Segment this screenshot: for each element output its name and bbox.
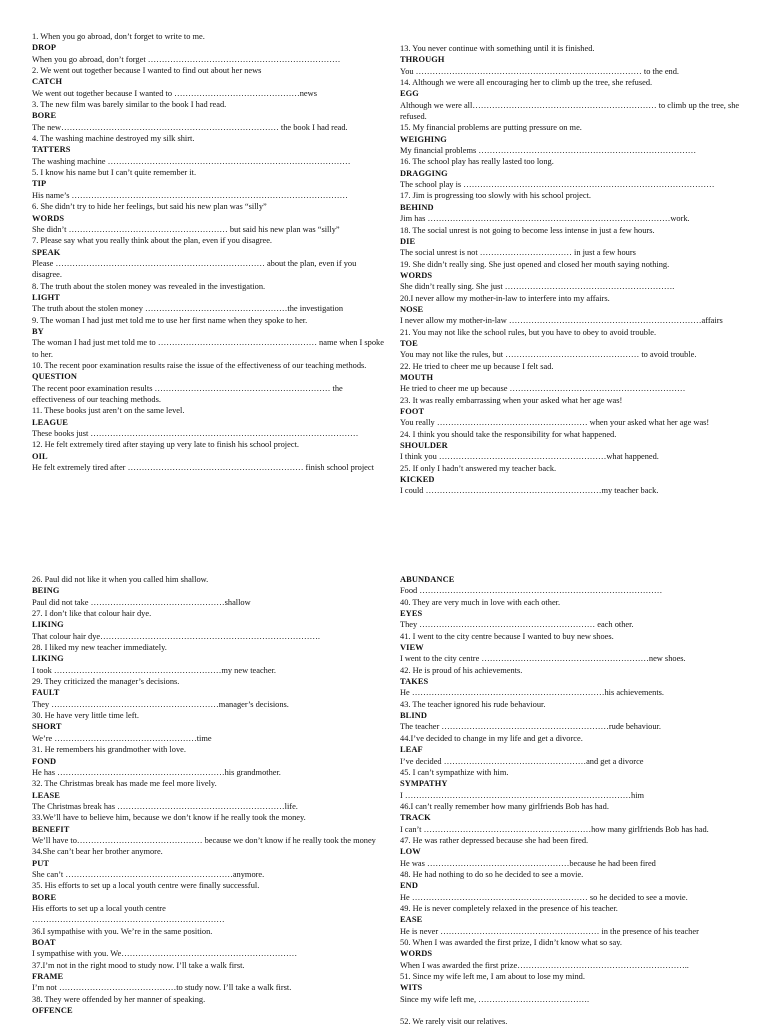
answer-line: I’m not ……………………………………to study now. I’ll take a walk first. xyxy=(32,983,292,993)
question-sentence: 19. She didn’t really sing. She just opened and closed her mouth saying nothing. xyxy=(400,259,670,269)
keyword-label: END xyxy=(400,881,418,891)
question-sentence: 21. You may not like the school rules, but you have to obey to avoid trouble. xyxy=(400,327,657,337)
answer-line: She didn’t ………………………………………………… but said his new plan was “silly” xyxy=(32,224,340,234)
keyword-label: LOW xyxy=(400,847,421,857)
keyword-label: WORDS xyxy=(32,213,65,223)
question-sentence: 16. The school play has really lasted too long. xyxy=(400,157,554,167)
question-sentence: 40. They are very much in love with each other. xyxy=(400,597,561,607)
keyword-label: SHOULDER xyxy=(400,441,448,451)
answer-line: The social unrest is not …………………………… in just a few hours xyxy=(400,248,636,258)
keyword-label: BLIND xyxy=(400,711,428,721)
keyword-label: WEIGHING xyxy=(400,134,447,144)
answer-line: The Christmas break has ……………………………………………………life. xyxy=(32,801,298,811)
answer-line: My financial problems …………………………………………………………………… xyxy=(400,146,697,156)
answer-line: We’re ……………………………………………time xyxy=(32,733,212,743)
keyword-label: OFFENCE xyxy=(32,1006,73,1016)
answer-line: I think you ……………………………………………………what happened. xyxy=(400,452,659,462)
answer-line: She can’t ……………………………………………………anymore. xyxy=(32,869,265,879)
keyword-label: TRACK xyxy=(400,813,431,823)
question-sentence: 20.I never allow my mother-in-law to interfere into my affairs. xyxy=(400,293,610,303)
answer-line: The truth about the stolen money ……………………………………………the investigation xyxy=(32,304,344,314)
keyword-label: CATCH xyxy=(32,77,63,87)
question-sentence: 7. Please say what you really think about the plan, even if you disagree. xyxy=(32,236,273,246)
question-sentence: 12. He felt extremely tired after staying up very late to finish his school project. xyxy=(32,440,299,450)
question-sentence: 48. He had nothing to do so he decided to see a movie. xyxy=(400,869,584,879)
keyword-label: PUT xyxy=(32,858,50,868)
question-sentence: 23. It was really embarrassing when your asked what her age was! xyxy=(400,395,623,405)
answer-line: He has ……………………………………………………his grandmother. xyxy=(32,767,281,777)
question-sentence: 47. He was rather depressed because she had been fired. xyxy=(400,835,589,845)
answer-line: He ……………………………………………………… so he decided to see a movie. xyxy=(400,892,688,902)
answer-line: They ……………………………………………………manager’s decisions. xyxy=(32,699,289,709)
question-sentence: 5. I know his name but I can’t quite remember it. xyxy=(32,168,197,178)
answer-line: I never allow my mother-in-law ……………………………………………………………affairs xyxy=(400,316,723,326)
question-sentence: 35. His efforts to set up a local youth centre were finally successful. xyxy=(32,881,260,891)
question-sentence: 2. We went out together because I wanted to find out about her news xyxy=(32,66,262,76)
answer-line: These books just …………………………………………………………………………………… xyxy=(32,429,359,439)
exercise-block-bottom-right xyxy=(400,574,755,1028)
answer-line: Although we were all………………………………………………………… to climb up the tree, she refused. xyxy=(400,100,740,122)
exercise-block-top-right xyxy=(400,43,755,497)
answer-line: I’ve decided ……………………………………………and get a divorce xyxy=(400,756,644,766)
keyword-label: SHORT xyxy=(32,722,62,732)
question-sentence: 41. I went to the city centre because I wanted to buy new shoes. xyxy=(400,631,614,641)
question-sentence: 44.I’ve decided to change in my life and get a divorce. xyxy=(400,733,583,743)
question-sentence: 11. These books just aren’t on the same level. xyxy=(32,406,185,416)
answer-line: He felt extremely tired after ……………………………………………………… finish school project xyxy=(32,463,374,473)
keyword-label: WORDS xyxy=(400,949,433,959)
keyword-label: EASE xyxy=(400,915,423,925)
answer-line: Paul did not take …………………………………………shallow xyxy=(32,597,251,607)
question-sentence: 13. You never continue with something until it is finished. xyxy=(400,44,595,53)
answer-line: Jim has ……………………………………………………………………………work. xyxy=(400,214,690,224)
keyword-label: LIKING xyxy=(32,620,64,630)
keyword-label: FRAME xyxy=(32,972,64,982)
answer-line: The school play is ……………………………………………………………………………… xyxy=(400,180,715,190)
keyword-label: BOAT xyxy=(32,938,56,947)
answer-line: I ………………………………………………………………………him xyxy=(400,790,645,800)
keyword-label: WITS xyxy=(400,983,423,993)
question-sentence: 14. Although we were all encouraging her to climb up the tree, she refused. xyxy=(400,78,653,88)
keyword-label: OIL xyxy=(32,451,48,461)
keyword-label: BORE xyxy=(32,111,57,121)
answer-line: His name’s ……………………………………………………………………………………… xyxy=(32,190,348,200)
answer-line: The new…………………………………………………………………… the book I had read. xyxy=(32,122,348,132)
question-sentence: 10. The recent poor examination results raise the issue of the effectiveness of our teaching methods. xyxy=(32,360,367,370)
question-sentence: 4. The washing machine destroyed my silk shirt. xyxy=(32,134,195,144)
answer-line: He was ……………………………………………because he had been fired xyxy=(400,858,656,868)
answer-line: They ……………………………………………………… each other. xyxy=(400,620,634,630)
answer-line: He tried to cheer me up because ……………………………………………………… xyxy=(400,384,686,394)
answer-line: Please ………………………………………………………………… about the plan, even if you disagree. xyxy=(32,258,357,280)
question-sentence: 43. The teacher ignored his rude behaviour. xyxy=(400,699,546,709)
keyword-label: ABUNDANCE xyxy=(400,575,455,584)
answer-line: I sympathise with you. We……………………………………………………… xyxy=(32,949,298,959)
keyword-label: BENEFIT xyxy=(32,824,70,834)
answer-line: I went to the city centre ……………………………………………………new shoes. xyxy=(400,654,686,664)
question-sentence: 30. He have very little time left. xyxy=(32,711,139,721)
question-sentence: 9. The woman I had just met told me to use her first name when they spoke to her. xyxy=(32,315,308,325)
question-sentence: 8. The truth about the stolen money was revealed in the investigation. xyxy=(32,281,266,291)
line-spacer xyxy=(400,1005,755,1016)
answer-line: We went out together because I wanted to ………………………………………news xyxy=(32,88,317,98)
keyword-label: EYES xyxy=(400,609,423,619)
keyword-label: WORDS xyxy=(400,270,433,280)
question-sentence: 49. He is never completely relaxed in the presence of his teacher. xyxy=(400,903,618,913)
answer-line: Since my wife left me, …………………………………. xyxy=(400,994,590,1004)
question-sentence: 22. He tried to cheer me up because I felt sad. xyxy=(400,361,554,371)
question-sentence: 25. If only I hadn’t answered my teacher back. xyxy=(400,463,557,473)
question-sentence: 31. He remembers his grandmother with love. xyxy=(32,745,186,755)
question-sentence: 3. The new film was barely similar to the book I had read. xyxy=(32,100,227,110)
keyword-label: TOE xyxy=(400,338,418,348)
question-sentence: 15. My financial problems are putting pressure on me. xyxy=(400,123,582,133)
keyword-label: DIE xyxy=(400,236,416,246)
keyword-label: DRAGGING xyxy=(400,168,448,178)
question-sentence: 29. They criticized the manager’s decisions. xyxy=(32,677,180,687)
question-sentence: 51. Since my wife left me, I am about to lose my mind. xyxy=(400,972,585,982)
question-sentence: 45. I can’t sympathize with him. xyxy=(400,767,509,777)
answer-line: His efforts to set up a local youth centre xyxy=(32,903,166,913)
question-sentence: 1. When you go abroad, don’t forget to write to me. xyxy=(32,32,205,41)
answer-line: …………………………………………………………… xyxy=(32,915,225,925)
keyword-label: THROUGH xyxy=(400,55,445,65)
answer-line: When you go abroad, don’t forget …………………………………………………………… xyxy=(32,54,341,64)
exercise-block-top-left xyxy=(32,31,387,473)
keyword-label: KICKED xyxy=(400,475,435,485)
keyword-label: SPEAK xyxy=(32,247,61,257)
answer-line: I could ………………………………………………………my teacher back. xyxy=(400,486,659,496)
keyword-label: BEING xyxy=(32,586,60,596)
keyword-label: FAULT xyxy=(32,688,60,698)
answer-line: The teacher ……………………………………………………rude behaviour. xyxy=(400,722,661,732)
keyword-label: MOUTH xyxy=(400,372,434,382)
keyword-label: LEASE xyxy=(32,790,60,800)
keyword-label: BY xyxy=(32,326,44,336)
answer-line: The woman I had just met told me to ………………………………………………… name when I spoke to her. xyxy=(32,338,384,359)
question-sentence: 17. Jim is progressing too slowly with his school project. xyxy=(400,191,591,201)
answer-line: He ……………………………………………………………his achievements. xyxy=(400,688,665,698)
question-sentence: 42. He is proud of his achievements. xyxy=(400,665,523,675)
answer-line: That colour hair dye……………………………………………………………………. xyxy=(32,631,320,641)
question-sentence: 50. When I was awarded the first prize, I didn’t know what so say. xyxy=(400,938,622,947)
question-sentence: 34.She can’t bear her brother anymore. xyxy=(32,847,163,857)
keyword-label: LEAF xyxy=(400,745,423,755)
answer-line: You may not like the rules, but ………………………………………… to avoid trouble. xyxy=(400,350,697,360)
keyword-label: NOSE xyxy=(400,304,424,314)
keyword-label: VIEW xyxy=(400,643,424,653)
answer-line: I took ……………………………………………………my new teacher. xyxy=(32,665,277,675)
question-sentence: 52. We rarely visit our relatives. xyxy=(400,1017,508,1027)
keyword-label: BEHIND xyxy=(400,202,434,212)
answer-line: The washing machine …………………………………………………………………………… xyxy=(32,156,351,166)
question-sentence: 36.I sympathise with you. We’re in the same position. xyxy=(32,926,213,936)
answer-line: Food …………………………………………………………………………… xyxy=(400,586,663,596)
keyword-label: FOOT xyxy=(400,407,425,416)
question-sentence: 28. I liked my new teacher immediately. xyxy=(32,643,167,653)
answer-line: When I was awarded the first prize…………………………………………………….. xyxy=(400,960,689,970)
question-sentence: 33.We’ll have to believe him, because we don’t know if he really took the money. xyxy=(32,813,306,823)
keyword-label: TATTERS xyxy=(32,145,71,155)
keyword-label: LIKING xyxy=(32,654,64,664)
question-sentence: 6. She didn’t try to hide her feelings, but said his new plan was “silly” xyxy=(32,202,267,212)
question-sentence: 27. I don’t like that colour hair dye. xyxy=(32,609,152,619)
question-sentence: 46.I can’t really remember how many girlfriends Bob has had. xyxy=(400,801,609,811)
question-sentence: 37.I’m not in the right mood to study now. I’ll take a walk first. xyxy=(32,960,245,970)
keyword-label: FOND xyxy=(32,756,57,766)
answer-line: I can’t ……………………………………………………how many girlfriends Bob has had. xyxy=(400,824,709,834)
keyword-label: EGG xyxy=(400,89,419,99)
answer-line: He is never ………………………………………………… in the presence of his teacher xyxy=(400,926,699,936)
answer-line: She didn’t really sing. She just ……………………………………………………. xyxy=(400,282,675,292)
keyword-label: TIP xyxy=(32,179,47,189)
question-sentence: 32. The Christmas break has made me feel more lively. xyxy=(32,779,217,789)
answer-line: You ……………………………………………………………………… to the end. xyxy=(400,66,680,76)
keyword-label: SYMPATHY xyxy=(400,779,448,789)
question-sentence: 18. The social unrest is not going to become less intense in just a few hours. xyxy=(400,225,655,235)
question-sentence: 24. I think you should take the responsibility for what happened. xyxy=(400,429,617,439)
keyword-label: QUESTION xyxy=(32,372,78,382)
keyword-label: LEAGUE xyxy=(32,417,68,427)
answer-line: We’ll have to……………………………………… because we don’t know if he really took the money xyxy=(32,835,376,845)
answer-line: The recent poor examination results ……………………………………………………… the effectiveness of our teaching methods. xyxy=(32,383,343,404)
keyword-label: LIGHT xyxy=(32,292,60,302)
keyword-label: BORE xyxy=(32,892,57,902)
keyword-label: TAKES xyxy=(400,677,429,687)
question-sentence: 26. Paul did not like it when you called him shallow. xyxy=(32,575,209,584)
answer-line: You really ……………………………………………… when your asked what her age was! xyxy=(400,418,710,428)
exercise-block-bottom-left xyxy=(32,574,387,1016)
keyword-label: DROP xyxy=(32,43,57,53)
question-sentence: 38. They were offended by her manner of speaking. xyxy=(32,994,206,1004)
